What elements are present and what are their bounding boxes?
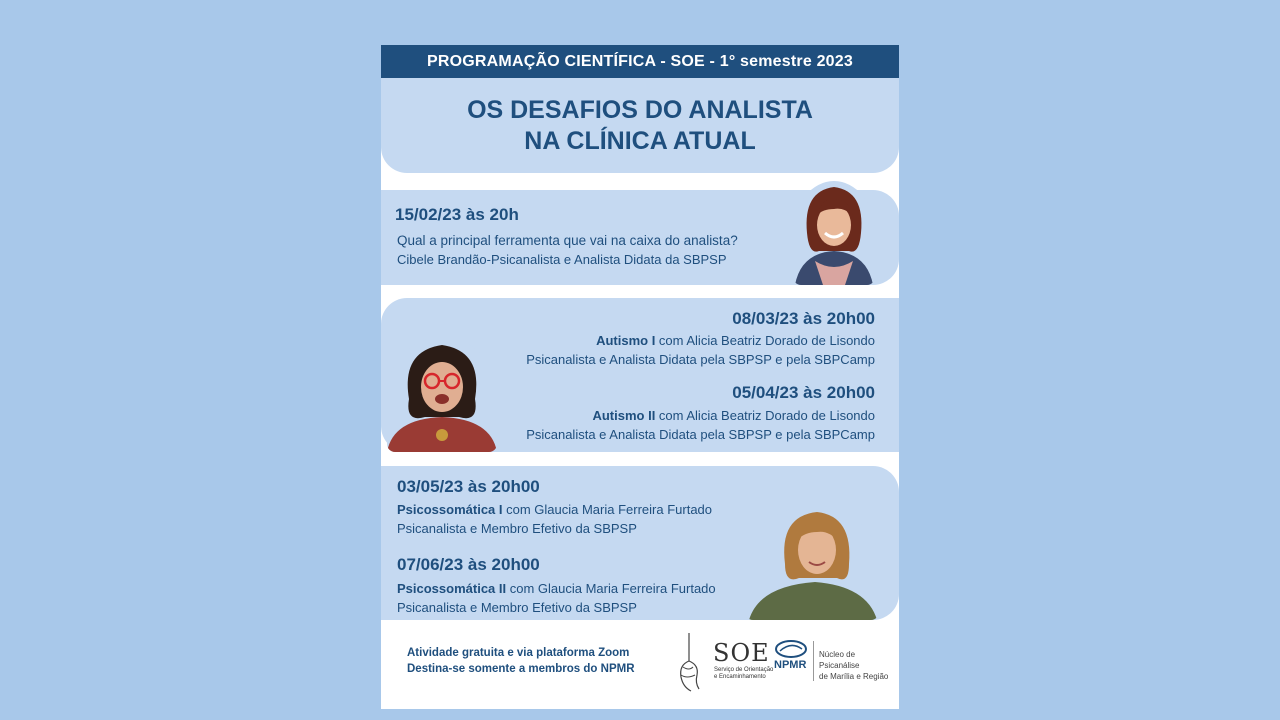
speaker-photo-glaucia [745, 506, 879, 620]
speaker-photo-cibele [793, 181, 875, 285]
logo-divider [813, 641, 814, 681]
nucleo-text [819, 649, 896, 682]
event-1-date: 15/02/23 às 20h [395, 205, 519, 224]
event-3-topic [592, 407, 875, 425]
event-4-topic [397, 501, 712, 519]
logos [671, 627, 896, 697]
footer-line-1: Atividade gratuita e via plataforma Zoom [407, 647, 630, 659]
soe-logo-text: SOE [713, 639, 770, 667]
event-5-speaker: Psicanalista e Membro Efetivo da SBPSP [397, 600, 637, 615]
event-1-topic: Qual a principal ferramenta que vai na caixa do analista? [397, 233, 738, 248]
event-1-speaker: Cibele Brandão-Psicanalista e Analista Didata da SBPSP [397, 252, 727, 267]
event-2-speaker: Psicanalista e Analista Didata pela SBPSP e pela SBPCamp [526, 352, 875, 367]
title-block [381, 78, 899, 173]
program-header: PROGRAMAÇÃO CIENTÍFICA - SOE - 1° semestre 2023 [381, 45, 899, 78]
event-2-topic-rest: com Alicia Beatriz Dorado de Lisondo [655, 333, 875, 348]
speaker-photo-alicia [387, 337, 497, 452]
event-3-speaker: Psicanalista e Analista Didata pela SBPSP e pela SBPCamp [526, 427, 875, 442]
title-line-1: OS DESAFIOS DO ANALISTA [467, 96, 813, 124]
nucleo-line-2: de Marília e Região [819, 672, 889, 681]
event-3-topic-rest: com Alicia Beatriz Dorado de Lisondo [655, 408, 875, 423]
event-poster [381, 45, 899, 709]
event-3-date: 05/04/23 às 20h00 [732, 383, 875, 402]
event-4-speaker: Psicanalista e Membro Efetivo da SBPSP [397, 521, 637, 536]
npmr-logo-icon [774, 639, 808, 659]
event-2-date: 08/03/23 às 20h00 [732, 309, 875, 328]
event-5-topic [397, 580, 716, 598]
event-5-date: 07/06/23 às 20h00 [397, 555, 540, 574]
soe-logo-subtitle [714, 667, 774, 681]
soe-sub-line-1: Serviço de Orientação [714, 667, 774, 673]
event-4-date: 03/05/23 às 20h00 [397, 477, 540, 496]
footer-line-2: Destina-se somente a membros do NPMR [407, 663, 635, 675]
nucleo-line-1: Núcleo de Psicanálise [819, 650, 860, 670]
event-4-topic-bold: Psicossomática I [397, 502, 503, 517]
event-2-topic-bold: Autismo I [596, 333, 656, 348]
event-4-topic-rest: com Glaucia Maria Ferreira Furtado [502, 502, 713, 517]
event-2-topic [596, 332, 875, 350]
event-3-topic-bold: Autismo II [592, 408, 656, 423]
npmr-logo-text: NPMR [774, 659, 807, 671]
soe-sub-line-2: e Encaminhamento [714, 674, 766, 680]
event-5-topic-rest: com Glaucia Maria Ferreira Furtado [506, 581, 716, 596]
event-5-topic-bold: Psicossomática II [397, 581, 507, 596]
title-line-2: NA CLÍNICA ATUAL [524, 127, 756, 155]
hands-logo-icon [673, 631, 707, 693]
